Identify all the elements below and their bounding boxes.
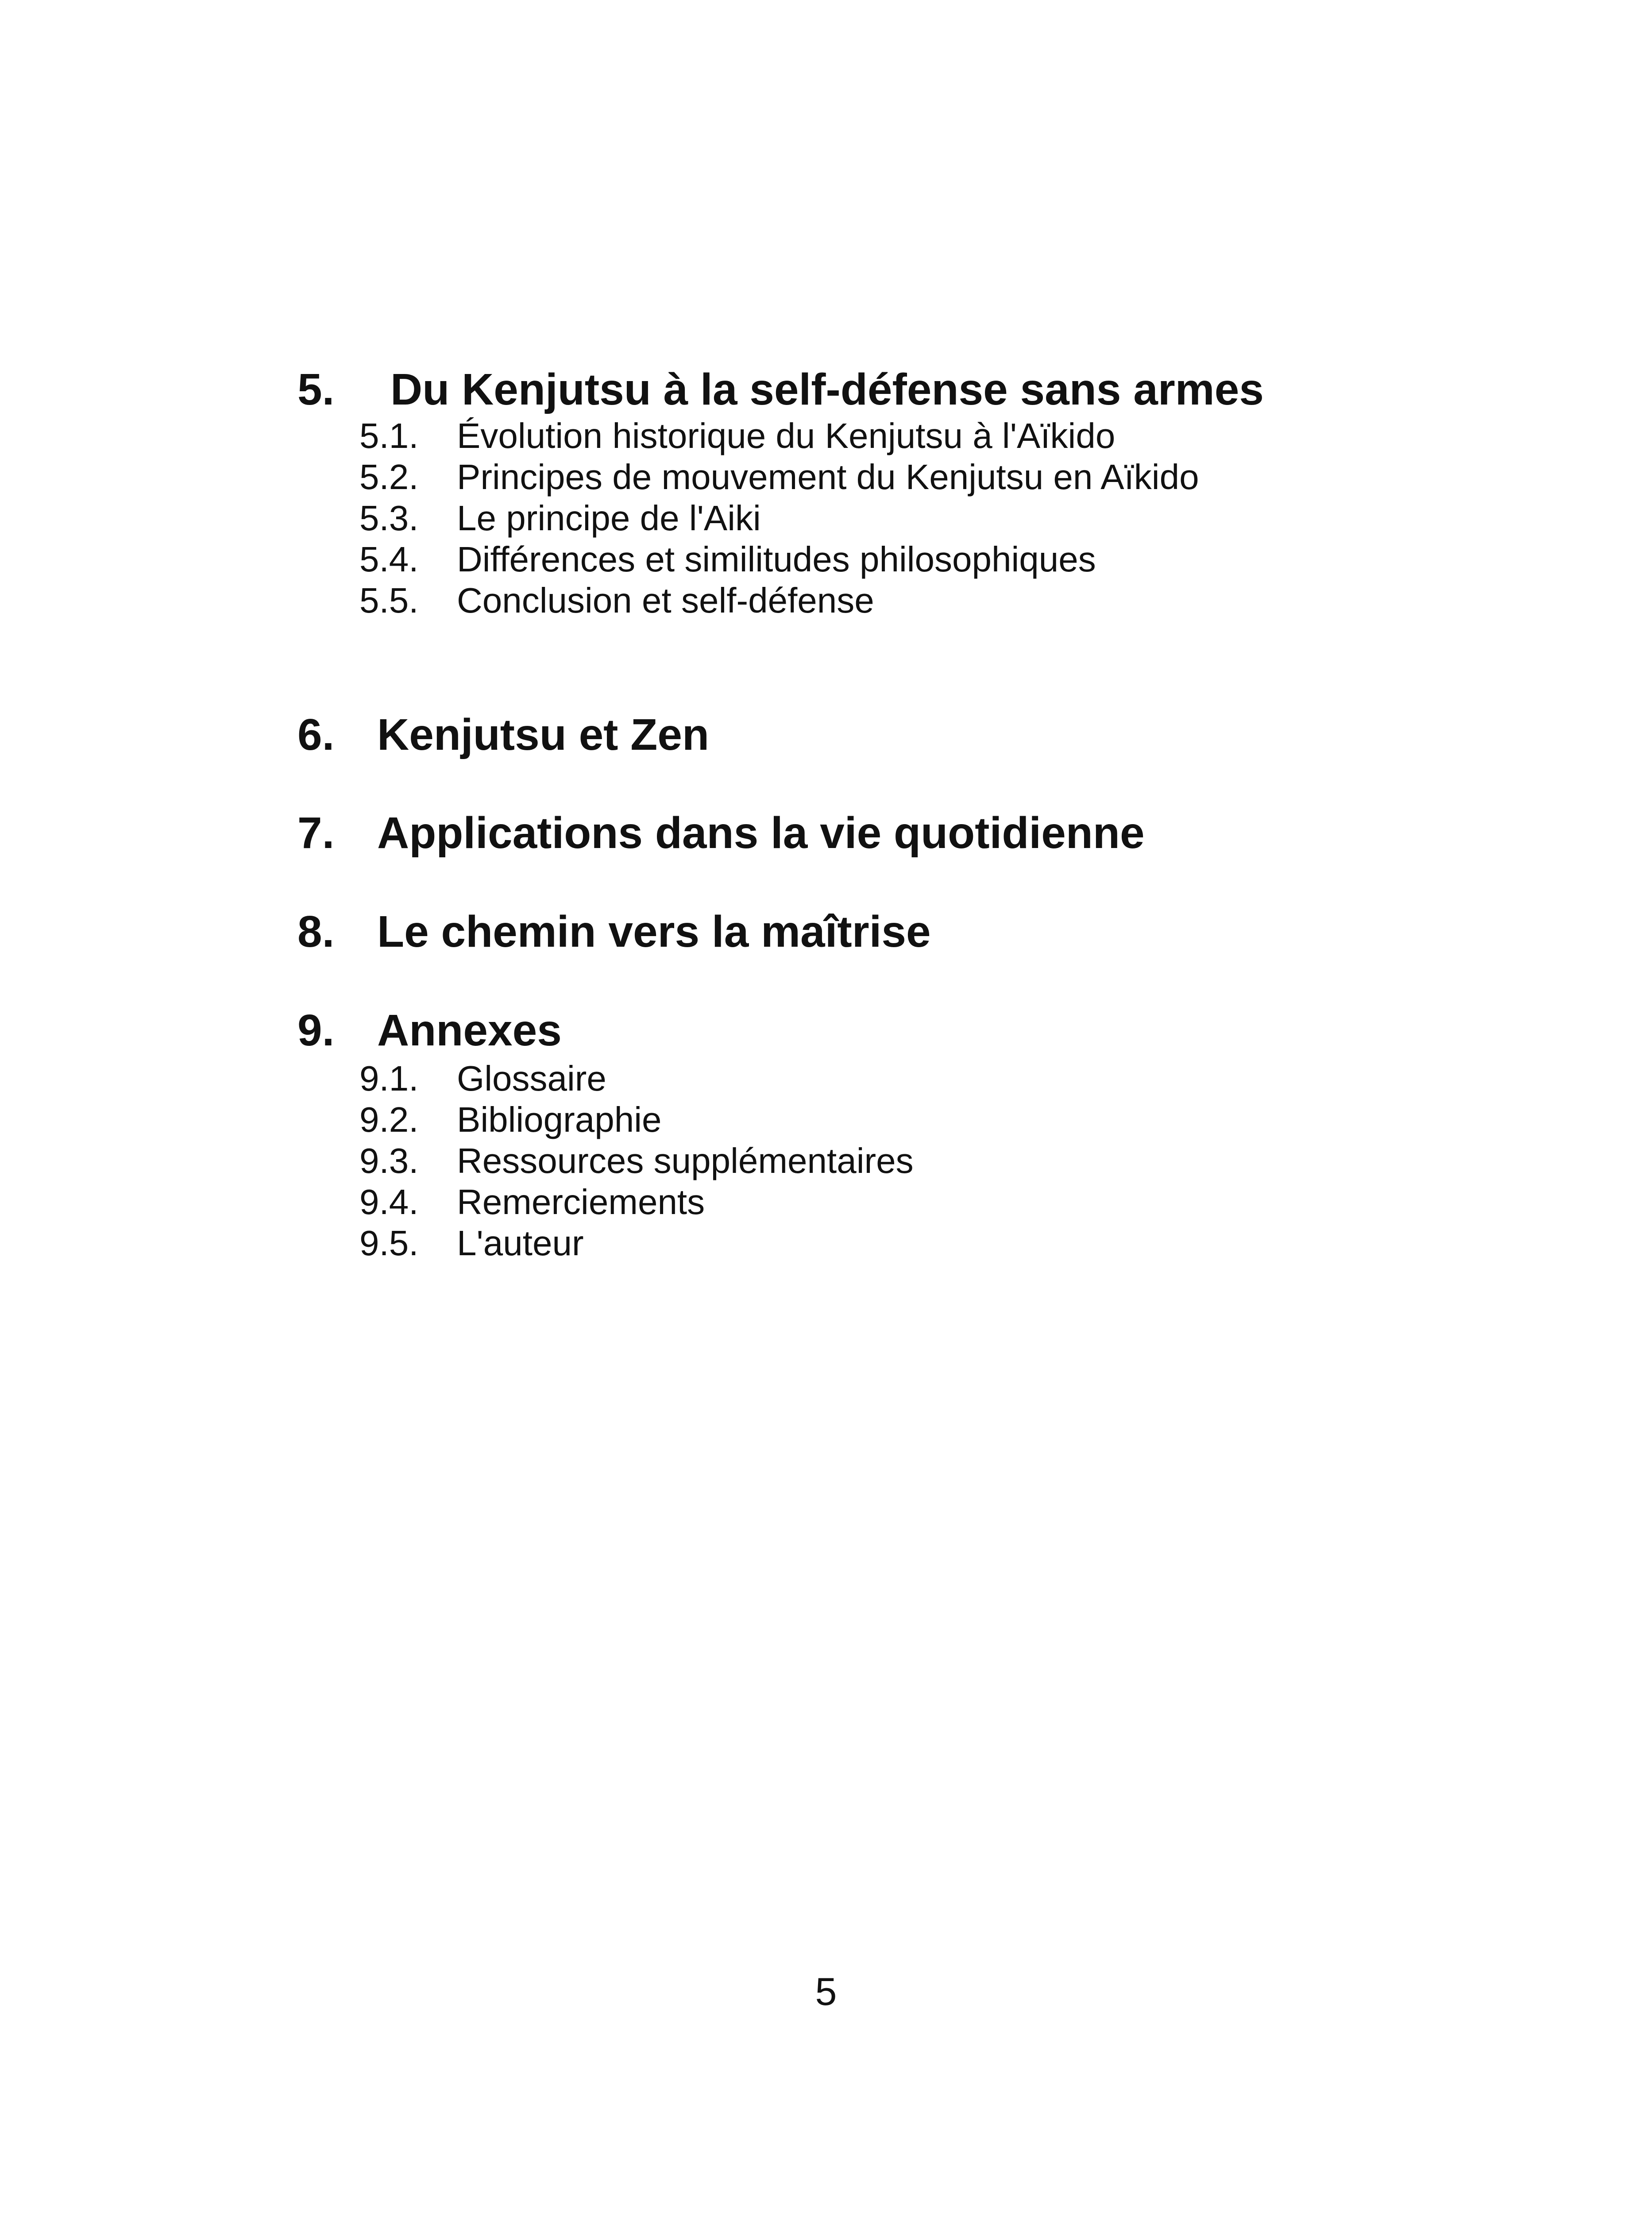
section-title: Du Kenjutsu à la self-défense sans armes <box>390 365 1264 414</box>
section-heading[interactable] <box>297 708 709 761</box>
subsection-item[interactable] <box>359 539 1199 580</box>
subsection-title: Ressources supplémentaires <box>457 1141 914 1180</box>
subsection-title: Le principe de l'Aiki <box>457 498 761 538</box>
subsection-item[interactable] <box>359 1058 914 1099</box>
subsection-list <box>359 1058 914 1264</box>
subsection-title: L'auteur <box>457 1223 584 1263</box>
subsection-number: 9.5. <box>359 1223 419 1263</box>
subsection-number: 9.3. <box>359 1141 419 1180</box>
subsection-number: 9.2. <box>359 1100 419 1139</box>
subsection-title: Principes de mouvement du Kenjutsu en Aïkido <box>457 457 1199 497</box>
section-heading[interactable] <box>297 363 1264 416</box>
subsection-item[interactable] <box>359 497 1199 539</box>
section-title: Le chemin vers la maîtrise <box>377 907 931 956</box>
subsection-item[interactable] <box>359 1099 914 1140</box>
subsection-number: 5.1. <box>359 416 419 455</box>
section-title: Applications dans la vie quotidienne <box>377 808 1145 858</box>
subsection-title: Remerciements <box>457 1182 705 1222</box>
subsection-item[interactable] <box>359 1181 914 1222</box>
section-heading[interactable] <box>297 905 931 958</box>
section-heading[interactable] <box>297 806 1145 860</box>
section-title: Kenjutsu et Zen <box>377 710 710 760</box>
subsection-item[interactable] <box>359 580 1199 621</box>
section-number: 7. <box>297 808 335 858</box>
subsection-title: Conclusion et self-défense <box>457 581 874 620</box>
subsection-title: Glossaire <box>457 1059 606 1098</box>
section-number: 9. <box>297 1006 335 1055</box>
subsection-number: 9.1. <box>359 1059 419 1098</box>
subsection-number: 5.5. <box>359 581 419 620</box>
section-heading[interactable] <box>297 1004 562 1057</box>
subsection-title: Évolution historique du Kenjutsu à l'Aïkido <box>457 416 1115 455</box>
subsection-item[interactable] <box>359 456 1199 497</box>
subsection-item[interactable] <box>359 415 1199 456</box>
subsection-item[interactable] <box>359 1222 914 1264</box>
subsection-list <box>359 415 1199 621</box>
subsection-number: 5.3. <box>359 498 419 538</box>
page-number: 5 <box>815 1970 837 2013</box>
section-number: 8. <box>297 907 335 956</box>
subsection-number: 9.4. <box>359 1182 419 1222</box>
section-number: 5. <box>297 365 335 414</box>
subsection-item[interactable] <box>359 1140 914 1181</box>
section-number: 6. <box>297 710 335 760</box>
subsection-number: 5.2. <box>359 457 419 497</box>
subsection-number: 5.4. <box>359 540 419 579</box>
subsection-title: Bibliographie <box>457 1100 662 1139</box>
section-title: Annexes <box>377 1006 562 1055</box>
subsection-title: Différences et similitudes philosophiques <box>457 540 1096 579</box>
